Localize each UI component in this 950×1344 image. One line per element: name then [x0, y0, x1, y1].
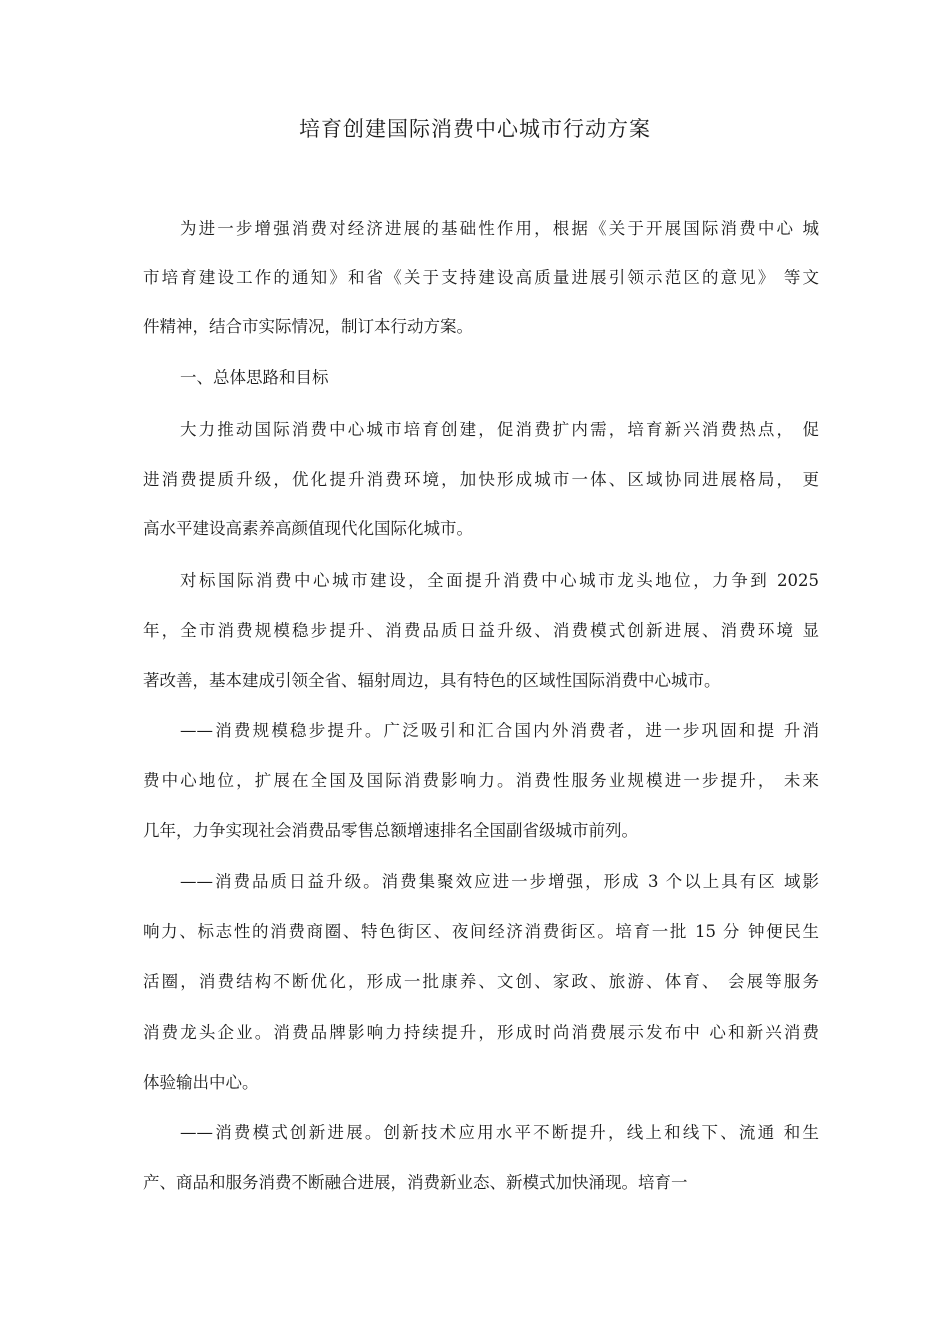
paragraph-line: 响力、标志性的消费商圈、特色街区、夜间经济消费街区。培育一批 15 分 钟便民生	[143, 922, 819, 941]
section-heading: 一、总体思路和目标	[180, 368, 329, 387]
paragraph-line: 为进一步增强消费对经济进展的基础性作用，根据《关于开展国际消费中心 城	[180, 219, 819, 238]
paragraph-line: 市培育建设工作的通知》和省《关于支持建设高质量进展引领示范区的意见》 等文	[143, 268, 819, 287]
paragraph-line: 进消费提质升级，优化提升消费环境，加快形成城市一体、区域协同进展格局， 更	[143, 470, 819, 489]
paragraph-line: 年，全市消费规模稳步提升、消费品质日益升级、消费模式创新进展、消费环境 显	[143, 621, 819, 640]
paragraph-line: 消费龙头企业。消费品牌影响力持续提升，形成时尚消费展示发布中 心和新兴消费	[143, 1023, 819, 1042]
paragraph-line: 几年，力争实现社会消费品零售总额增速排名全国副省级城市前列。	[143, 821, 638, 840]
paragraph-line: 著改善，基本建成引领全省、辐射周边，具有特色的区域性国际消费中心城市。	[143, 671, 721, 690]
paragraph-line: 高水平建设高素养高颜值现代化国际化城市。	[143, 519, 473, 538]
paragraph-line: 费中心地位，扩展在全国及国际消费影响力。消费性服务业规模进一步提升， 未来	[143, 771, 819, 790]
paragraph-line: 大力推动国际消费中心城市培育创建，促消费扩内需，培育新兴消费热点， 促	[180, 420, 819, 439]
document-title: 培育创建国际消费中心城市行动方案	[299, 117, 651, 141]
paragraph-line: ——消费品质日益升级。消费集聚效应进一步增强，形成 3 个以上具有区 域影	[180, 872, 819, 891]
paragraph-line: 产、商品和服务消费不断融合进展，消费新业态、新模式加快涌现。培育一	[143, 1173, 688, 1192]
paragraph-line: 活圈，消费结构不断优化，形成一批康养、文创、家政、旅游、体育、 会展等服务	[143, 972, 819, 991]
paragraph-line: 件精神，结合市实际情况，制订本行动方案。	[143, 317, 473, 336]
paragraph-line: 体验输出中心。	[143, 1073, 259, 1092]
paragraph-line: ——消费规模稳步提升。广泛吸引和汇合国内外消费者，进一步巩固和提 升消	[180, 721, 819, 740]
paragraph-line: 对标国际消费中心城市建设，全面提升消费中心城市龙头地位，力争到 2025	[180, 571, 819, 590]
paragraph-line: ——消费模式创新进展。创新技术应用水平不断提升，线上和线下、流通 和生	[180, 1123, 819, 1142]
